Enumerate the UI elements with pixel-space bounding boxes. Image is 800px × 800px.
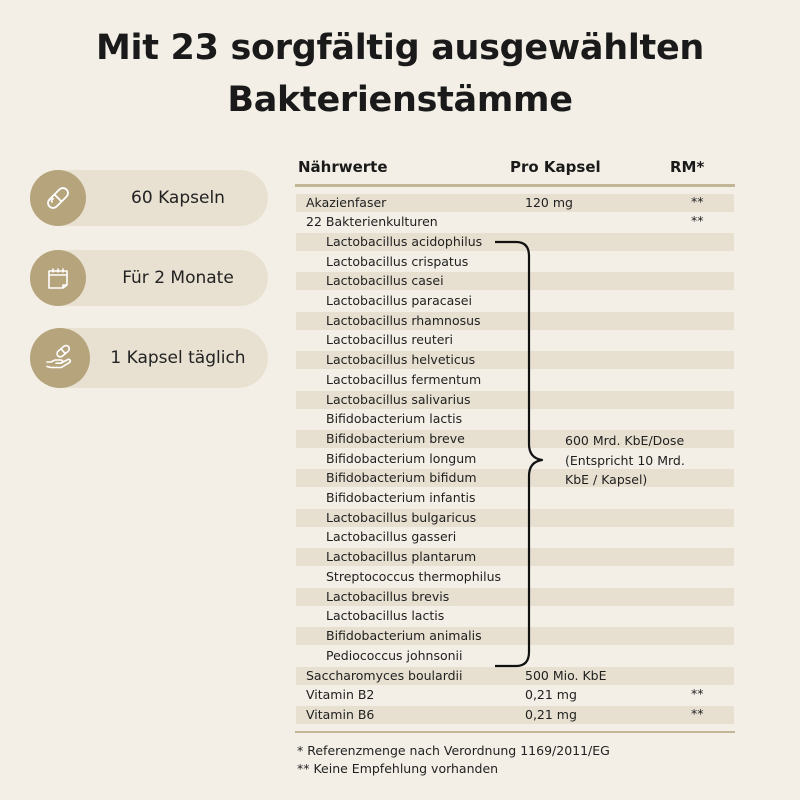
row-amount: 0,21 mg: [525, 687, 577, 702]
row-name: Bifidobacterium infantis: [326, 490, 476, 505]
row-amount: 500 Mio. KbE: [525, 668, 607, 683]
header-rm: RM*: [670, 158, 705, 176]
row-name: Lactobacillus brevis: [326, 589, 450, 604]
calendar-icon: [30, 250, 86, 306]
row-name: Bifidobacterium lactis: [326, 411, 463, 426]
row-name: Lactobacillus plantarum: [326, 549, 477, 564]
footnotes: [297, 742, 610, 778]
row-rm: **: [691, 213, 704, 228]
row-name: Lactobacillus crispatus: [326, 254, 469, 269]
footnote-reference: * Referenzmenge nach Verordnung 1169/2011/EG: [297, 743, 610, 758]
row-name: 22 Bakterienkulturen: [306, 214, 438, 229]
row-rm: **: [691, 194, 704, 209]
bacteria-amount-line-2: (Entspricht 10 Mrd.: [565, 452, 685, 468]
row-rm: **: [691, 706, 704, 721]
row-name: Lactobacillus rhamnosus: [326, 313, 481, 328]
header-pro-kapsel: Pro Kapsel: [510, 158, 601, 176]
row-rm: **: [691, 686, 704, 701]
row-name: Streptococcus thermophilus: [326, 569, 502, 584]
bacteria-amount-line-3: KbE / Kapsel): [565, 472, 648, 487]
feature-dosage: [30, 328, 268, 388]
page-title: [0, 22, 800, 126]
row-name: Lactobacillus bulgaricus: [326, 510, 477, 525]
row-name: Lactobacillus helveticus: [326, 352, 476, 367]
feature-label: 1 Kapsel täglich: [110, 348, 246, 368]
row-name: Bifidobacterium bifidum: [326, 470, 477, 485]
capsule-icon: [30, 170, 86, 226]
row-name: Lactobacillus gasseri: [326, 529, 457, 544]
hand-capsule-icon: [30, 328, 90, 388]
feature-label: 60 Kapseln: [131, 188, 225, 208]
row-amount: 120 mg: [525, 195, 573, 210]
title-line-1: Mit 23 sorgfältig ausgewählten: [95, 28, 705, 68]
row-name: Pediococcus johnsonii: [326, 648, 463, 663]
row-name: Bifidobacterium animalis: [326, 628, 482, 643]
feature-duration: [30, 250, 268, 306]
row-name: Lactobacillus lactis: [326, 608, 445, 623]
table-bottom-rule: [295, 731, 735, 733]
row-name: Lactobacillus acidophilus: [326, 234, 483, 249]
table-row: [296, 706, 734, 724]
footnote-no-recommendation: ** Keine Empfehlung vorhanden: [297, 761, 499, 776]
row-name: Lactobacillus fermentum: [326, 372, 482, 387]
bacteria-amount-note: [565, 431, 725, 490]
row-name: Bifidobacterium longum: [326, 451, 477, 466]
curly-brace-icon: [490, 238, 560, 668]
row-amount: 0,21 mg: [525, 707, 577, 722]
header-naehrwerte: Nährwerte: [298, 158, 388, 176]
feature-capsules: [30, 170, 268, 226]
row-name: Vitamin B6: [306, 707, 375, 722]
row-name: Bifidobacterium breve: [326, 431, 465, 446]
table-row: [296, 213, 734, 231]
row-name: Saccharomyces boulardii: [306, 668, 463, 683]
table-top-rule: [295, 184, 735, 187]
table-row: [296, 667, 734, 685]
row-name: Vitamin B2: [306, 687, 375, 702]
table-header: [298, 158, 734, 182]
row-name: Lactobacillus paracasei: [326, 293, 472, 308]
row-name: Lactobacillus reuteri: [326, 332, 454, 347]
row-name: Lactobacillus salivarius: [326, 392, 471, 407]
title-line-2: Bakterienstämme: [227, 80, 573, 120]
row-name: Akazienfaser: [306, 195, 387, 210]
row-name: Lactobacillus casei: [326, 273, 444, 288]
feature-label: Für 2 Monate: [122, 268, 234, 288]
table-row: [296, 686, 734, 704]
bacteria-amount-line-1: 600 Mrd. KbE/Dose: [565, 433, 685, 448]
table-row: [296, 194, 734, 212]
